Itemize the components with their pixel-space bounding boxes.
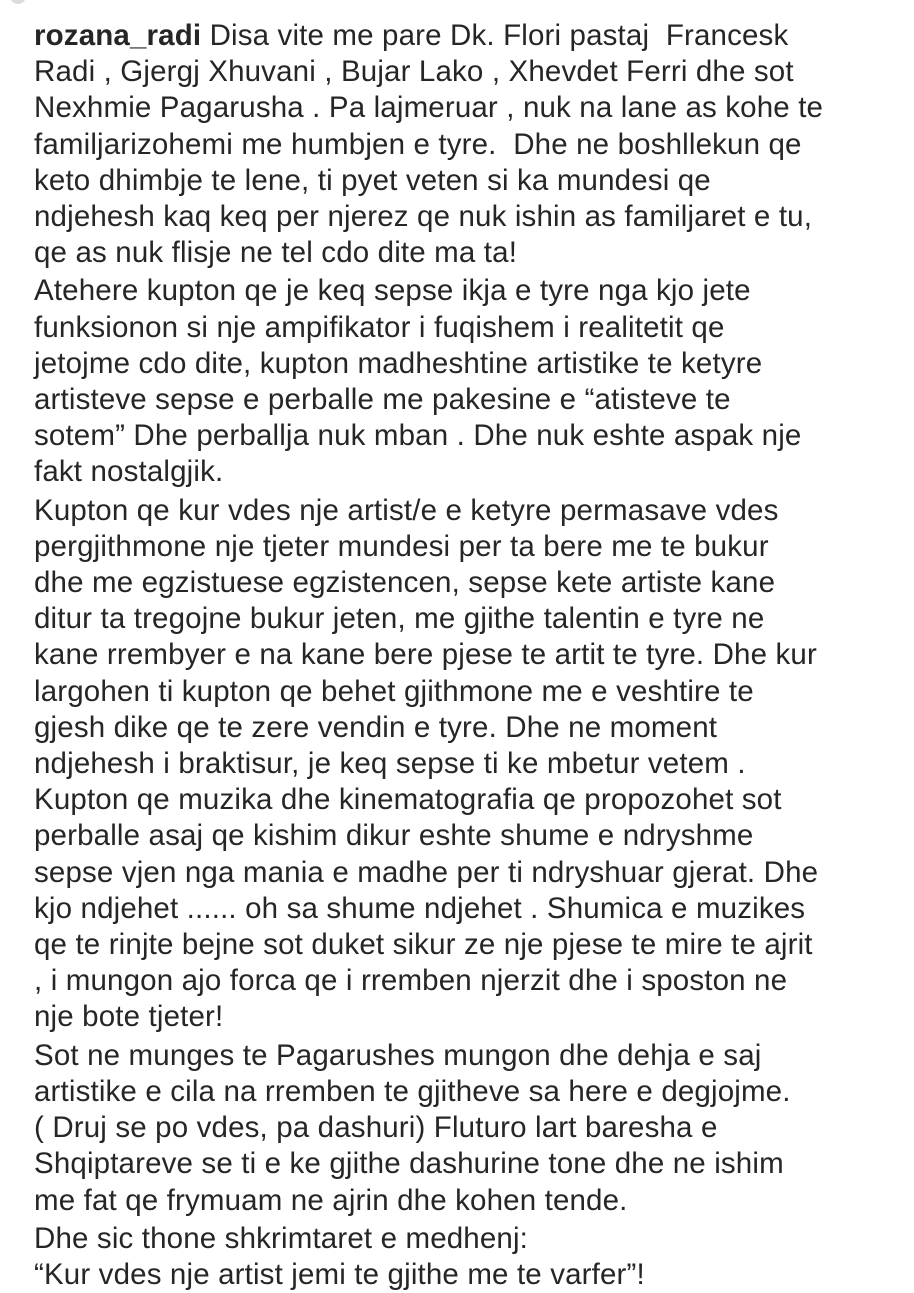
caption-line: “Kur vdes nje artist jemi te gjithe me te varfer”! [34, 1257, 645, 1291]
caption-line: ( Druj se po vdes, pa dashuri) Fluturo lart baresha e [34, 1111, 718, 1145]
post-caption [34, 18, 896, 1293]
caption-paragraph [34, 18, 896, 271]
caption-line: artistike e cila na rremben te gjitheve sa here e degjojme. [34, 1074, 791, 1108]
caption-line: familjarizohemi me humbjen e tyre. Dhe ne boshllekun qe [34, 127, 802, 161]
caption-line: sepse vjen nga mania e madhe per ti ndryshuar gjerat. Dhe [34, 855, 819, 889]
caption-paragraph [34, 493, 896, 1036]
caption-line: gjesh dike qe te zere vendin e tyre. Dhe ne moment [34, 710, 718, 744]
caption-line: Kupton qe kur vdes nje artist/e e ketyre permasave vdes [34, 493, 779, 527]
caption-line: Kupton qe muzika dhe kinematografia qe propozohet sot [34, 783, 782, 817]
caption-line: Dhe sic thone shkrimtaret e medhenj: [34, 1221, 529, 1255]
caption-line: pergjithmone nje tjeter mundesi per ta bere me te bukur [34, 529, 769, 563]
caption-line: Radi , Gjergj Xhuvani , Bujar Lako , Xhevdet Ferri dhe sot [34, 55, 794, 89]
avatar[interactable] [10, 0, 26, 4]
caption-line [34, 18, 896, 54]
caption-line: dhe me egzistuese egzistencen, sepse kete artiste kane [34, 566, 776, 600]
caption-line: kane rrembyer e na kane bere pjese te artit te tyre. Dhe kur [34, 638, 817, 672]
caption-line: Sot ne munges te Pagarushes mungon dhe dehja e saj [34, 1038, 762, 1072]
caption-line: me fat qe frymuam ne ajrin dhe kohen tende. [34, 1183, 628, 1217]
caption-line: , i mungon ajo forca qe i rremben njerzit dhe i sposton ne [34, 964, 788, 998]
caption-line: fakt nostalgjik. [34, 455, 224, 489]
caption-line: keto dhimbje te lene, ti pyet veten si ka mundesi qe [34, 163, 711, 197]
caption-line: qe te rinjte bejne sot duket sikur ze nje pjese te mire te ajrit [34, 928, 813, 962]
caption-line: funksionon si nje ampifikator i fuqishem i realitetit qe [34, 310, 725, 344]
caption-line: Atehere kupton qe je keq sepse ikja e tyre nga kjo jete [34, 274, 751, 308]
caption-line: largohen ti kupton qe behet gjithmone me e veshtire te [34, 674, 754, 708]
caption-line: ndjehesh kaq keq per njerez qe nuk ishin as familjaret e tu, [34, 200, 813, 234]
caption-paragraph [34, 273, 896, 490]
caption-line: artisteve sepse e perballe me pakesine e “atisteve te [34, 383, 731, 417]
caption-line: perballe asaj qe kishim dikur eshte shume e ndryshme [34, 819, 754, 853]
caption-line: sotem” Dhe perballja nuk mban . Dhe nuk eshte aspak nje [34, 419, 802, 453]
username-link[interactable]: rozana_radi [34, 19, 202, 52]
caption-paragraph [34, 1038, 896, 1219]
caption-line: jetojme cdo dite, kupton madheshtine artistike te ketyre [34, 346, 763, 380]
caption-line: Shqiptareve se ti e ke gjithe dashurine tone dhe ne ishim [34, 1147, 784, 1181]
caption-paragraph [34, 1221, 896, 1293]
caption-text: Disa vite me pare Dk. Flori pastaj Francesk [201, 19, 789, 52]
caption-line: ditur ta tregojne bukur jeten, me gjithe talentin e tyre ne [34, 602, 765, 636]
caption-line: nje bote tjeter! [34, 1000, 224, 1034]
caption-line: Nexhmie Pagarusha . Pa lajmeruar , nuk na lane as kohe te [34, 91, 824, 125]
caption-line: kjo ndjehet ...... oh sa shume ndjehet . Shumica e muzikes [34, 891, 806, 925]
caption-line: ndjehesh i braktisur, je keq sepse ti ke mbetur vetem . [34, 747, 746, 781]
caption-line: qe as nuk flisje ne tel cdo dite ma ta! [34, 236, 518, 270]
